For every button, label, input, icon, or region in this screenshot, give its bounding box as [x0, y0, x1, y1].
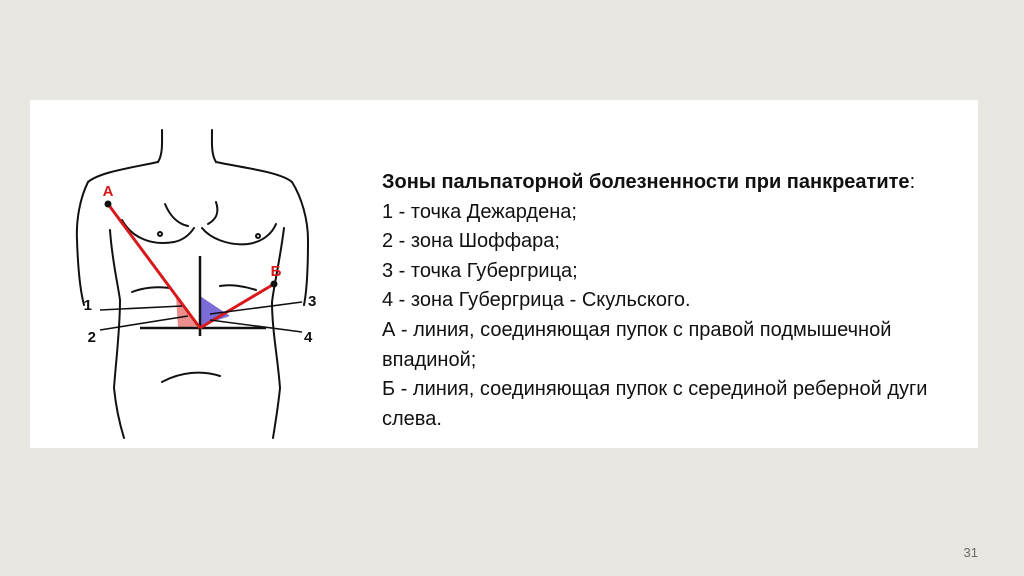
collar-left — [165, 204, 188, 226]
legend-title: Зоны пальпаторной болезненности при панкреатите — [382, 171, 910, 193]
arm-right — [292, 182, 308, 305]
point-a-axilla — [105, 201, 112, 208]
legend-heading — [382, 168, 962, 198]
chest-right — [202, 224, 276, 244]
label-point-3: 3 — [308, 293, 317, 310]
legend-line: впадиной; — [382, 348, 477, 371]
shoulder-right — [216, 162, 292, 182]
lower-abdomen — [162, 373, 220, 382]
pointer-3 — [210, 302, 302, 314]
nipple-left — [158, 232, 162, 236]
torso-diagram-svg — [70, 120, 370, 440]
nipple-right — [256, 234, 260, 238]
label-line-b: Б — [270, 263, 282, 280]
neck-right — [212, 130, 216, 162]
point-b-costal-arch — [271, 281, 278, 288]
legend-line: 4 - зона Губергрица - Скульского. — [382, 289, 691, 312]
legend-line: 1 - точка Дежардена; — [382, 200, 577, 223]
legend-title-suffix: : — [909, 171, 916, 193]
legend-line: 3 - точка Губергрица; — [382, 259, 578, 282]
legend-line: А - линия, соединяющая пупок с правой подмышечной — [382, 318, 892, 341]
page-number: 31 — [963, 545, 978, 560]
torso-left-side — [110, 230, 124, 438]
arm-left — [77, 182, 88, 305]
pointer-1 — [100, 306, 182, 310]
torso-right-side — [272, 228, 284, 438]
torso-diagram — [70, 120, 370, 440]
rib-right — [220, 285, 256, 290]
pointer-4 — [210, 320, 302, 332]
neck-left — [158, 130, 162, 162]
label-point-4: 4 — [304, 329, 313, 346]
legend-line: 2 - зона Шоффара; — [382, 230, 560, 253]
legend-line: слева. — [382, 407, 442, 430]
label-line-a: А — [102, 183, 114, 200]
label-point-2: 2 — [87, 329, 96, 346]
shoulder-left — [88, 162, 158, 182]
legend-line: Б - линия, соединяющая пупок с серединой реберной дуги — [382, 378, 928, 401]
slide-content-card — [30, 100, 978, 448]
collar-right — [208, 202, 217, 224]
label-point-1: 1 — [83, 297, 92, 314]
legend-text — [382, 168, 962, 434]
rib-left — [132, 287, 170, 292]
